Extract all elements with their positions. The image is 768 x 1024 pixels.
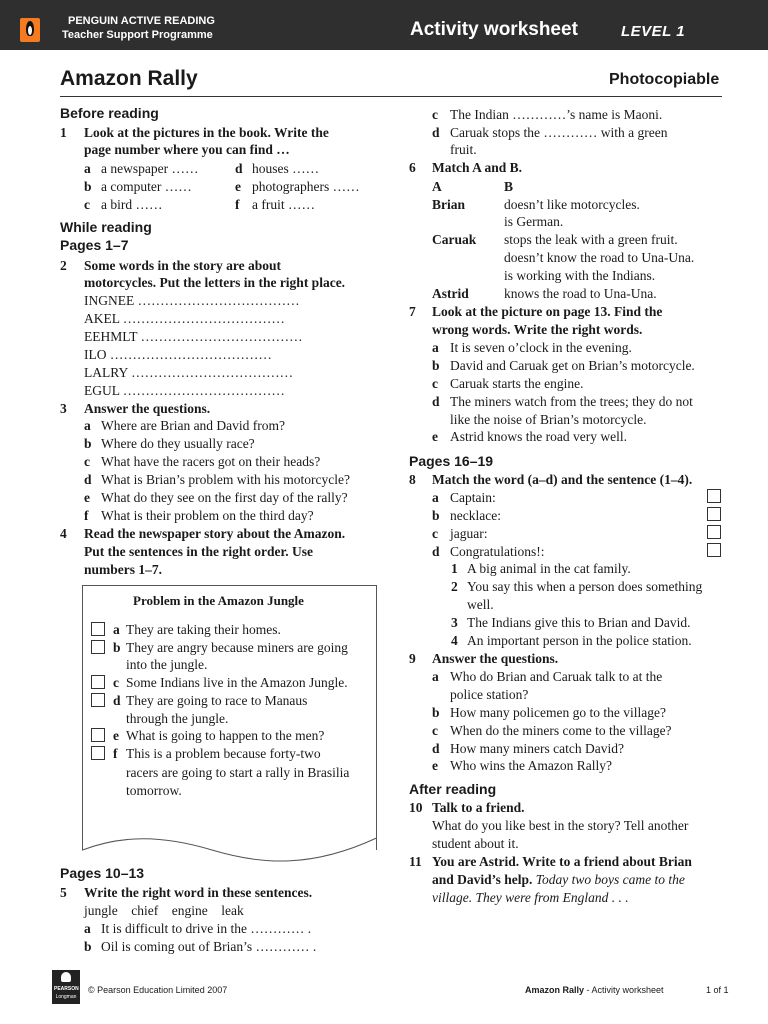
newspaper-title: Problem in the Amazon Jungle [133,593,304,608]
q3-item-letter: e [84,490,90,505]
q7-text-line1: Look at the picture on page 13. Find the [432,304,663,319]
q8-text: Match the word (a–d) and the sentence (1–4). [432,472,693,487]
q8-answer-box[interactable] [707,525,721,539]
q2-word: EGUL ……………………………… [84,383,285,398]
q6-col-b-item: is German. [504,214,564,229]
q4-text-line3: numbers 1–7. [84,562,163,577]
q5-item-text: It is difficult to drive in the ………… . [101,921,312,936]
copyright-text: © Pearson Education Limited 2007 [88,985,228,995]
q9-item-letter: e [432,758,438,773]
q6-col-b-item: knows the road to Una-Una. [504,286,657,301]
q8-sentence-number: 3 [451,615,458,630]
order-checkbox[interactable] [91,728,105,742]
footer-subtitle: - Activity worksheet [584,985,664,995]
q1-item-letter: e [235,179,241,194]
news-item-text: through the jungle. [126,711,229,726]
section-pages-10-13: Pages 10–13 [60,865,145,881]
order-checkbox[interactable] [91,622,105,636]
q11-example-line: village. They were from England . . . [432,890,629,905]
q8-sentence-text: The Indians give this to Brian and David. [467,615,691,630]
q7-item-text: Astrid knows the road very well. [450,429,627,444]
q5-item-letter: a [84,921,91,936]
q8-word-text: Congratulations!: [450,544,545,559]
q5-word-box: jungle chief engine leak [84,903,244,918]
q8-answer-box[interactable] [707,507,721,521]
q5-item-text: Caruak stops the ………… with a green [450,125,668,140]
q10-number: 10 [409,800,423,815]
q1-item-text: a newspaper …… [101,161,199,176]
q2-word: INGNEE ……………………………… [84,293,300,308]
q1-number: 1 [60,125,67,140]
q2-word: AKEL ……………………………… [84,311,285,326]
pearson-longman-logo [52,970,80,1004]
q9-item-text: When do the miners come to the village? [450,723,672,738]
q1-item-text: a bird …… [101,197,163,212]
q6-col-b-item: doesn’t know the road to Una-Una. [504,250,695,265]
q8-sentence-number: 4 [451,633,458,648]
q3-text: Answer the questions. [84,401,211,416]
q11-example-start: Today two boys came to the [535,872,685,887]
q9-item-letter: c [432,723,438,738]
news-item-text: Some Indians live in the Amazon Jungle. [126,675,348,690]
q3-item-letter: b [84,436,92,451]
q8-word-letter: c [432,526,438,541]
q3-number: 3 [60,401,67,416]
q5-item-text: The Indian …………’s name is Maoni. [450,107,663,122]
q6-col-a-item: Caruak [432,232,477,247]
q8-answer-box[interactable] [707,489,721,503]
news-item-letter: d [113,693,121,708]
q7-item-text: It is seven o’clock in the evening. [450,340,632,355]
q1-item-letter: d [235,161,243,176]
q1-text-line1: Look at the pictures in the book. Write the [84,125,329,140]
tree-icon [61,972,71,982]
q11-prompt-end: and David’s help. [432,872,533,887]
newspaper-torn-edge [82,830,377,870]
order-checkbox[interactable] [91,693,105,707]
news-item-letter: c [113,675,119,690]
q1-item-text: a computer …… [101,179,192,194]
news-item-text: This is a problem because forty-two [126,746,321,761]
q1-item-text: photographers …… [252,179,360,194]
q5-text: Write the right word in these sentences. [84,885,313,900]
q1-item-letter: c [84,197,90,212]
q8-word-text: necklace: [450,508,501,523]
section-pages-16-19: Pages 16–19 [409,453,494,469]
q2-text-line2: motorcycles. Put the letters in the right place. [84,275,346,290]
q8-word-text: Captain: [450,490,496,505]
q5-item-letter: c [432,107,438,122]
q2-number: 2 [60,258,67,273]
news-item-letter: b [113,640,121,655]
worksheet-label: Activity worksheet [410,19,578,40]
q9-item-text: Who do Brian and Caruak talk to at the [450,669,663,684]
page-number: 1 of 1 [706,985,729,995]
logo-text: Longman [55,994,77,1000]
q8-word-letter: b [432,508,440,523]
section-after-reading: After reading [409,781,497,797]
q7-item-text: David and Caruak get on Brian’s motorcycle. [450,358,695,373]
brand-line-1: PENGUIN ACTIVE READING [68,15,215,27]
q3-item-text: What do they see on the first day of the rally? [101,490,348,505]
q4-text-line2: Put the sentences in the right order. Use [84,544,313,559]
q5-item-letter: b [84,939,92,954]
q9-item-text: police station? [450,687,529,702]
q2-word: ILO ……………………………… [84,347,272,362]
q1-item-letter: a [84,161,91,176]
q9-item-text: How many miners catch David? [450,741,624,756]
q6-col-b-header: B [504,179,514,194]
q8-sentence-text: You say this when a person does something [467,579,703,594]
q7-item-text: Caruak starts the engine. [450,376,584,391]
q6-text: Match A and B. [432,160,523,175]
news-item-text: They are going to race to Manaus [126,693,308,708]
q8-sentence-number: 1 [451,561,458,576]
q2-word: EEHMLT ……………………………… [84,329,303,344]
q3-item-text: Where do they usually race? [101,436,255,451]
news-item-text: What is going to happen to the men? [126,728,325,743]
news-item-letter: a [113,622,120,637]
q8-answer-box[interactable] [707,543,721,557]
q6-number: 6 [409,160,416,175]
q4-text-line1: Read the newspaper story about the Amazon. [84,526,346,541]
q6-col-a-item: Brian [432,197,466,212]
page-title: Amazon Rally [60,67,198,90]
footer-title: Amazon Rally [525,985,585,995]
title-divider [60,96,722,97]
news-item-text: They are angry because miners are going [126,640,348,655]
q8-sentence-number: 2 [451,579,458,594]
photocopiable-label: Photocopiable [609,71,720,88]
q8-sentence-text: An important person in the police station. [467,633,692,648]
q3-item-text: What have the racers got on their heads? [101,454,321,469]
q6-col-a-header: A [432,179,442,194]
q3-item-text: Where are Brian and David from? [101,418,286,433]
footer-doc-title [525,985,664,995]
section-pages-1-7: Pages 1–7 [60,237,129,253]
q3-item-letter: f [84,508,89,523]
news-item-text: racers are going to start a rally in Brasilia [126,765,350,780]
q3-item-letter: a [84,418,91,433]
order-checkbox[interactable] [91,640,105,654]
q8-word-letter: a [432,490,439,505]
q8-number: 8 [409,472,416,487]
q6-col-b-item: is working with the Indians. [504,268,656,283]
q10-text: Talk to a friend. [432,800,525,815]
q7-item-text: like the noise of Brian’s motorcycle. [450,412,647,427]
q7-item-letter: c [432,376,438,391]
q9-text: Answer the questions. [432,651,559,666]
q5-item-letter: d [432,125,440,140]
q8-sentence-text: well. [467,597,494,612]
q10-line: student about it. [432,836,519,851]
q7-item-letter: d [432,394,440,409]
q1-item-letter: b [84,179,92,194]
news-item-text: into the jungle. [126,657,208,672]
q5-item-text: Oil is coming out of Brian’s ………… . [101,939,317,954]
q2-word: LALRY ……………………………… [84,365,294,380]
order-checkbox[interactable] [91,746,105,760]
q4-number: 4 [60,526,67,541]
q8-word-letter: d [432,544,440,559]
q11-text-line1: You are Astrid. Write to a friend about Brian [432,854,692,869]
q9-item-text: Who wins the Amazon Rally? [450,758,612,773]
penguin-logo-icon [20,18,40,42]
section-while-reading: While reading [60,219,152,235]
q7-item-letter: e [432,429,438,444]
q7-item-text: The miners watch from the trees; they do not [450,394,693,409]
q10-line: What do you like best in the story? Tell another [432,818,689,833]
q11-number: 11 [409,854,422,869]
q1-item-text: houses …… [252,161,320,176]
level-label: LEVEL 1 [621,23,686,40]
q3-item-text: What is Brian’s problem with his motorcycle? [101,472,350,487]
q6-col-a-item: Astrid [432,286,469,301]
section-before-reading: Before reading [60,105,159,121]
q1-item-text: a fruit …… [252,197,315,212]
news-item-text: tomorrow. [126,783,182,798]
q6-col-b-item: stops the leak with a green fruit. [504,232,678,247]
q9-item-letter: d [432,741,440,756]
order-checkbox[interactable] [91,675,105,689]
q11-text-line2 [432,871,685,888]
q7-text-line2: wrong words. Write the right words. [432,322,643,337]
q3-item-letter: d [84,472,92,487]
q7-item-letter: b [432,358,440,373]
q7-item-letter: a [432,340,439,355]
news-item-letter: f [113,746,118,761]
q5-item-text: fruit. [450,142,477,157]
q3-item-text: What is their problem on the third day? [101,508,314,523]
q9-item-letter: b [432,705,440,720]
q2-text-line1: Some words in the story are about [84,258,281,273]
q9-item-text: How many policemen go to the village? [450,705,666,720]
brand-line-2: Teacher Support Programme [62,29,213,41]
q7-number: 7 [409,304,416,319]
q1-item-letter: f [235,197,240,212]
q6-col-b-item: doesn’t like motorcycles. [504,197,640,212]
q9-number: 9 [409,651,416,666]
q3-item-letter: c [84,454,90,469]
q1-text-line2: page number where you can find … [84,142,290,157]
logo-text: PEARSON [54,986,79,992]
q8-sentence-text: A big animal in the cat family. [467,561,631,576]
news-item-text: They are taking their homes. [126,622,281,637]
news-item-letter: e [113,728,119,743]
q8-word-text: jaguar: [450,526,488,541]
header-bar [0,0,768,50]
q5-number: 5 [60,885,67,900]
q9-item-letter: a [432,669,439,684]
